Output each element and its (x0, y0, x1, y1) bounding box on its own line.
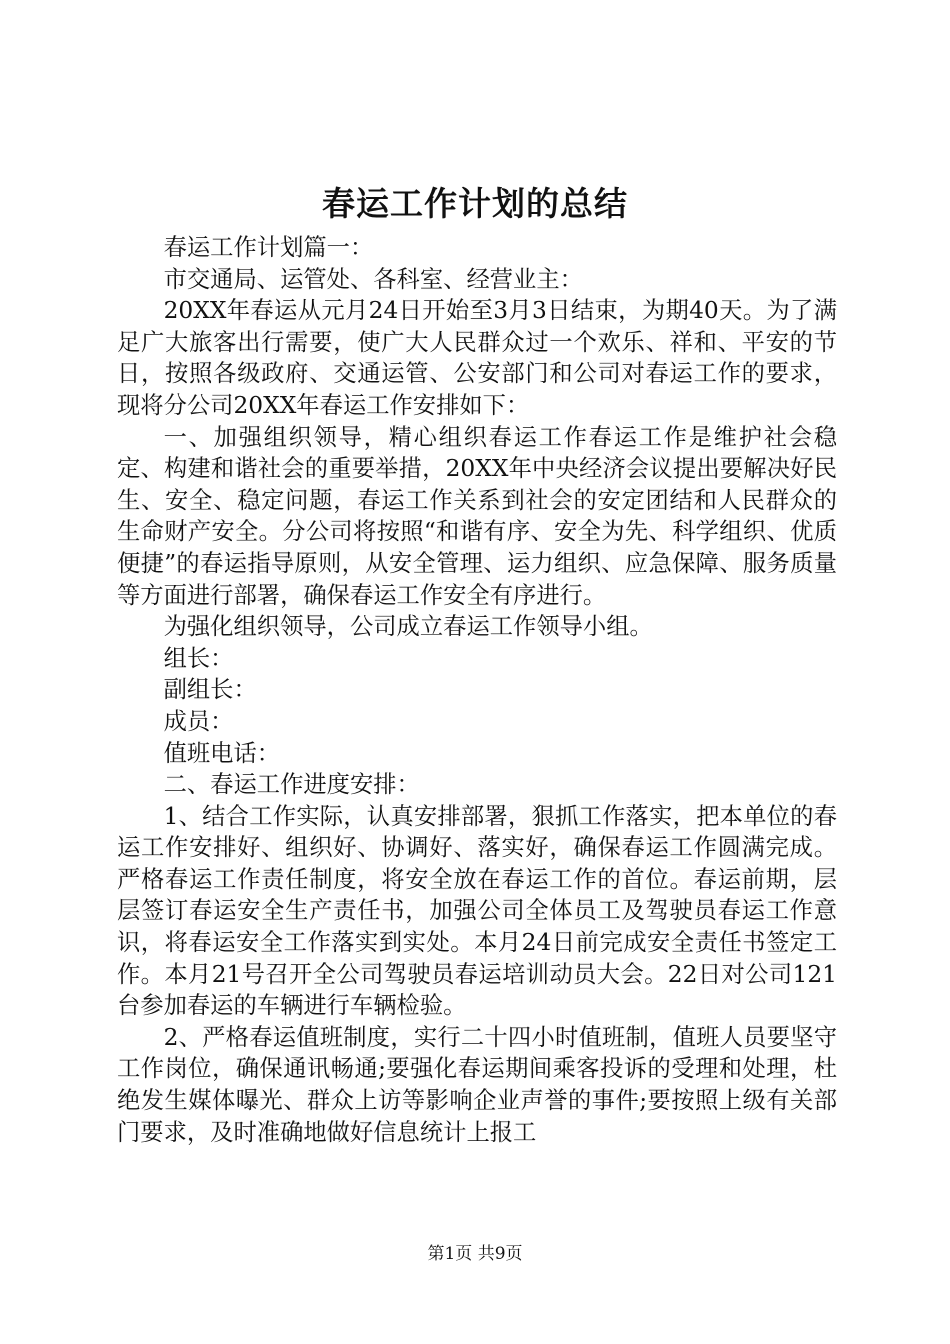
addressee-line: 市交通局、运管处、各科室、经营业主： (163, 265, 583, 293)
section-heading: 春运工作计划篇一： (163, 234, 374, 261)
leader-line: 组长： (163, 644, 234, 672)
document-body (117, 232, 837, 1148)
body-paragraph: 一、加强组织领导，精心组织春运工作春运工作是维护社会稳定、构建和谐社会的重要举措，20XX年中央经济会议提出要解决好民生、安全、稳定问题，春运工作关系到社会的安定团结和人民群众的生命财产安全。分公司将按照“和谐有序、安全为先、科学组织、优质便捷”的春运指导原则，从安全管理、运力组织、应急保障、服务质量等方面进行部署，确保春运工作安全有序进行。 (117, 423, 837, 609)
page-title: 春运工作计划的总结 (322, 184, 628, 223)
body-paragraph: 1、结合工作实际，认真安排部署，狠抓工作落实，把本单位的春运工作安排好、组织好、协调好、落实好，确保春运工作圆满完成。严格春运工作责任制度，将安全放在春运工作的首位。春运前期，层层签订春运安全生产责任书，加强公司全体员工及驾驶员春运工作意识，将春运安全工作落实到实处。本月24日前完成安全责任书签定工作。本月21号召开全公司驾驶员春运培训动员大会。22日对公司121台参加春运的车辆进行车辆检验。 (117, 802, 837, 1020)
members-line: 成员： (163, 707, 234, 735)
page-footer: 第1页 共9页 (427, 1244, 523, 1264)
body-paragraph: 为强化组织领导，公司成立春运工作领导小组。 (163, 613, 653, 641)
body-paragraph: 20XX年春运从元月24日开始至3月3日结束，为期40天。为了满足广大旅客出行需要，使广大人民群众过一个欢乐、祥和、平安的节日，按照各级政府、交通运管、公安部门和公司对春运工作的要求，现将分公司20XX年春运工作安排如下： (117, 297, 837, 419)
duty-phone-line: 值班电话： (163, 739, 281, 767)
section-heading: 二、春运工作进度安排： (163, 771, 420, 799)
deputy-leader-line: 副组长： (163, 676, 257, 704)
body-paragraph: 2、严格春运值班制度，实行二十四小时值班制，值班人员要坚守工作岗位，确保通讯畅通;要强化春运期间乘客投诉的受理和处理，杜绝发生媒体曝光、群众上访等影响企业声誉的事件;要按照上级有关部门要求，及时准确地做好信息统计上报工 (117, 1023, 837, 1146)
